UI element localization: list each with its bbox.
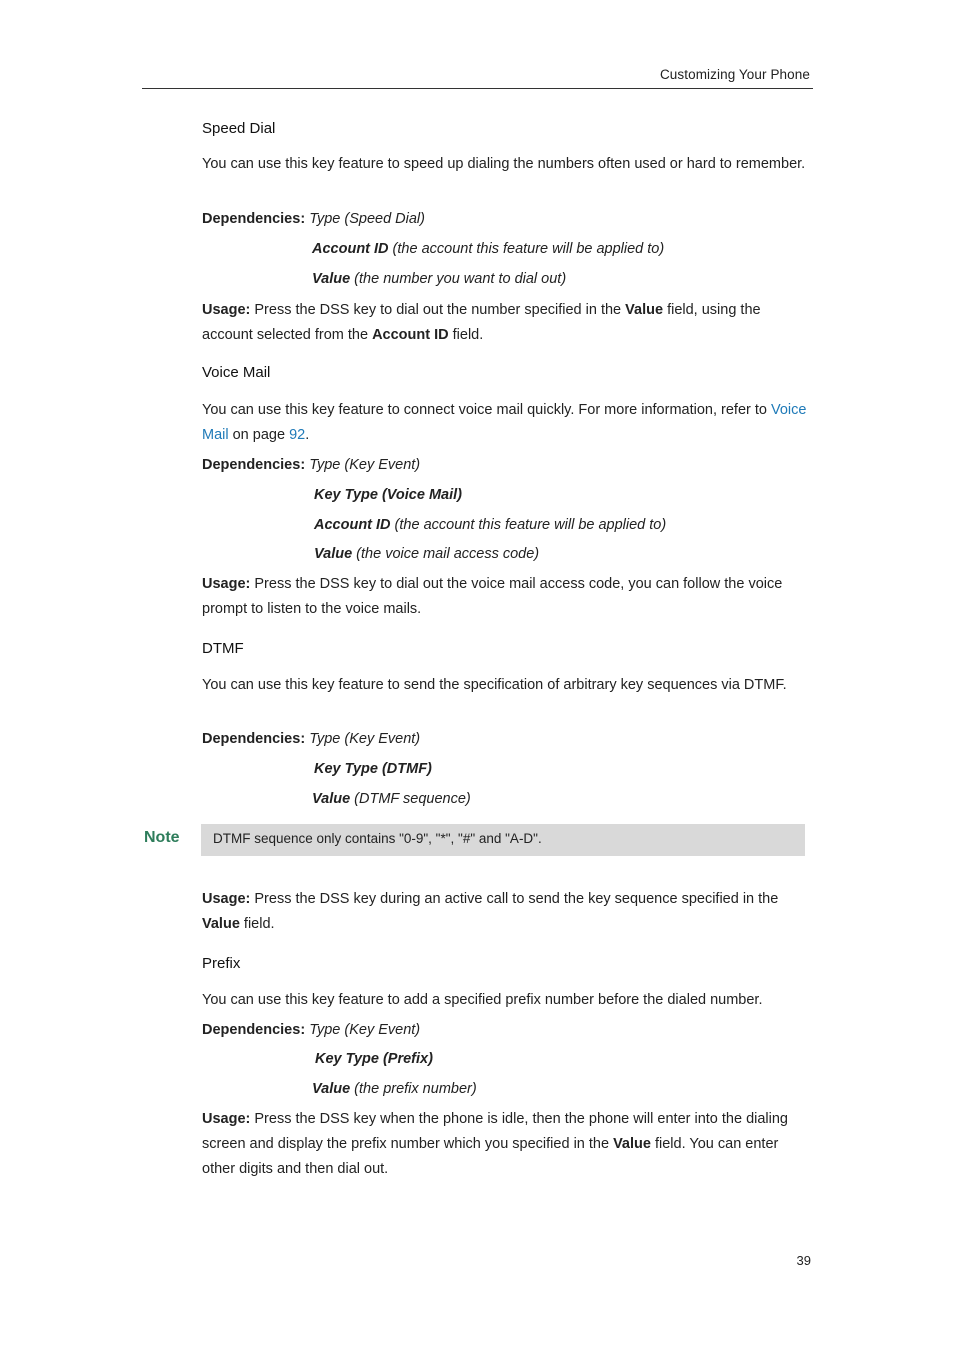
prefix-heading: Prefix	[202, 955, 241, 972]
voice-mail-link[interactable]: Voice Mail	[202, 402, 807, 443]
speed-dial-heading: Speed Dial	[202, 120, 276, 137]
voice-mail-dep-keytype: Key Type (Voice Mail)	[314, 487, 462, 503]
voice-mail-dependencies	[202, 457, 420, 473]
prefix-dependencies	[202, 1022, 420, 1038]
note-text: DTMF sequence only contains "0-9", "*", "#" and "A-D".	[213, 831, 542, 846]
dependencies-label: Dependencies:	[202, 1022, 306, 1038]
page-number: 39	[796, 1253, 811, 1268]
header-title: Customizing Your Phone	[659, 67, 810, 82]
dependency-type: Type (Key Event)	[309, 1022, 421, 1038]
prefix-description: You can use this key feature to add a specified prefix number before the dialed number.	[202, 992, 763, 1008]
voice-mail-dep-account: Account ID (the account this feature will be applied to)	[314, 517, 667, 533]
speed-dial-dep-value: Value (the number you want to dial out)	[312, 271, 567, 287]
voice-mail-usage: Usage: Press the DSS key to dial out the voice mail access code, you can follow the voice prompt to listen to the voice mails.	[202, 576, 783, 617]
speed-dial-dep-account: Account ID (the account this feature will be applied to)	[312, 241, 665, 257]
dependencies-label: Dependencies:	[202, 457, 306, 473]
dtmf-description: You can use this key feature to send the specification of arbitrary key sequences via DTMF.	[202, 677, 787, 693]
dtmf-usage: Usage: Press the DSS key during an active call to send the key sequence specified in the Value field.	[202, 891, 779, 932]
speed-dial-usage: Usage: Press the DSS key to dial out the number specified in the Value field, using the account selected from the Account ID field.	[202, 302, 761, 343]
note-label: Note	[144, 829, 180, 846]
speed-dial-dependencies	[202, 211, 425, 227]
dependency-type: Type (Key Event)	[309, 731, 421, 747]
prefix-dep-keytype: Key Type (Prefix)	[315, 1051, 433, 1067]
page-92-link[interactable]: 92	[289, 427, 306, 443]
voice-mail-heading: Voice Mail	[202, 364, 271, 381]
dependency-type: Type (Speed Dial)	[309, 211, 425, 227]
dtmf-heading: DTMF	[202, 640, 244, 657]
voice-mail-description: You can use this key feature to connect voice mail quickly. For more information, refer to Voice Mail on page 92.	[202, 402, 807, 443]
header-rule	[142, 88, 813, 89]
dtmf-dep-keytype: Key Type (DTMF)	[314, 761, 432, 777]
dtmf-dependencies	[202, 731, 420, 747]
dtmf-dep-value: Value (DTMF sequence)	[312, 791, 471, 807]
note-box	[201, 824, 805, 856]
dependency-type: Type (Key Event)	[309, 457, 421, 473]
prefix-usage: Usage: Press the DSS key when the phone is idle, then the phone will enter into the dialing screen and display the prefix number which you specified in the Value field. You can enter other digits and then dial out.	[202, 1111, 788, 1177]
dependencies-label: Dependencies:	[202, 211, 306, 227]
prefix-dep-value: Value (the prefix number)	[312, 1081, 477, 1097]
dependencies-label: Dependencies:	[202, 731, 306, 747]
voice-mail-dep-value: Value (the voice mail access code)	[314, 546, 540, 562]
speed-dial-description: You can use this key feature to speed up dialing the numbers often used or hard to remember.	[202, 156, 806, 172]
